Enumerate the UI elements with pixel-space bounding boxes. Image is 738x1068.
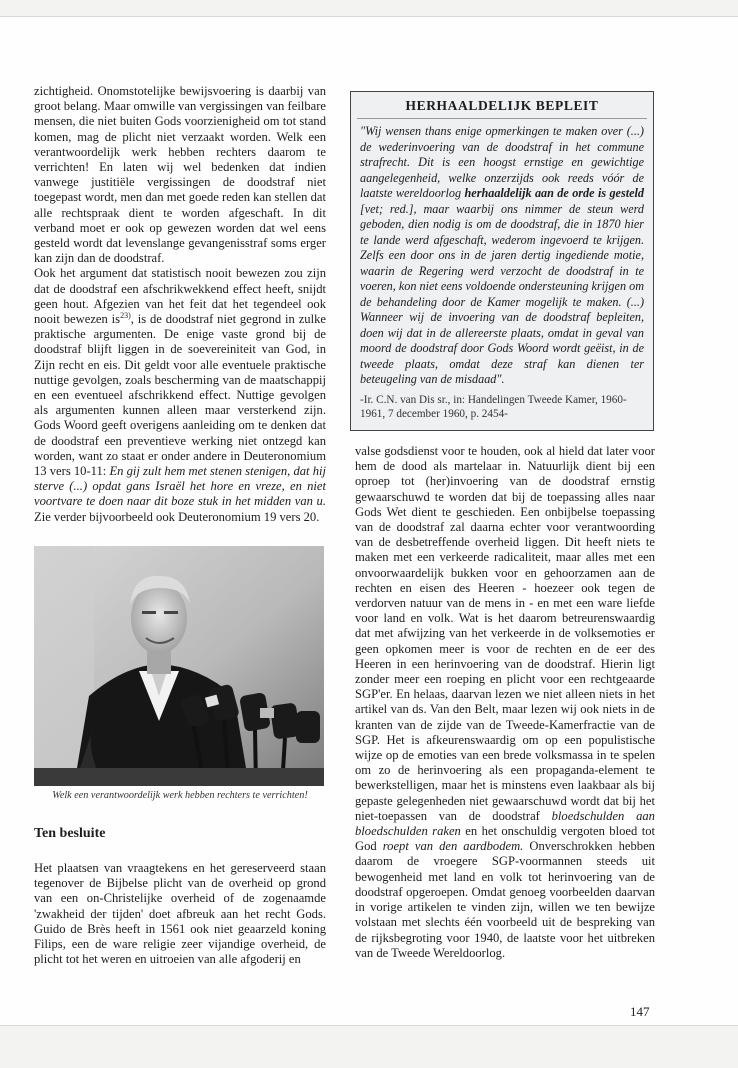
left-column-text (34, 84, 326, 525)
bottom-edge (0, 1025, 738, 1026)
left-bottom-text (34, 861, 326, 967)
quote-text (351, 119, 653, 388)
footnote-ref: 23) (120, 310, 131, 320)
right-column-text (355, 444, 655, 961)
page-number: 147 (630, 1004, 650, 1019)
section-heading: Ten besluite (34, 826, 106, 841)
paragraph-2 (34, 266, 326, 524)
judge-photo (34, 546, 324, 786)
right-text-b: en het onschuldig vergoten bloed tot God (355, 824, 655, 854)
right-text-a: valse godsdienst voor te houden, ook al hield dat later voor hem de dood als martelaar in. Natuurlijk dient bij een oproep tot (her)invoering van de doodstraf ernstig gewaarschuwd te worden dat bij de toepassing alles naar Gods Wet dient te geschieden. Een onbijbelse toepassing van de doodstraf zal daarna echter voor verantwoording van de desbetreffende overheid liggen. Dit heeft niets te maken met een verkeerde radicaliteit, maar alles met een onvoorwaardelijk bukken voor en gehoorzamen aan de rechten en eisen des Heeren - hoezeer ook tegen de verdorven natuur van de mens in - en met een ware liefde voor land en volk. Wat is het daarom betreurenswaardig dat met afwijzing van het verkeerde in de volksemoties er geen opkomen meer is voor de rechten en de eer des Heeren in een herinvoering van de doodstraf. Hierin ligt zonder meer een roeping en plicht voor een rechtgeaarde SGP'er. En helaas, daarvan lezen we niet alleen niets in het artikel van ds. Van den Belt, maar lezen wij ook niets in de kranten van de zijde van de Tweede-Kamerfractie van de SGP. Het is afkeurenswaardig om op een populistische wijze op de emoties van een brede volksmassa in te spelen om zo de herinvoering als een propaganda-element te bewerkstelligen, maar het is minstens even laakbaar als bij gepaste gelegenheden niet gewaarschuwd wordt dat bij het niet-toepassen van de doodstraf (355, 444, 655, 823)
p2-bible-quote: En gij zult hem met stenen stenigen, dat hij sterve (...) opdat gans Israël het hore en vreze, en niet voortvare te doen naar dit boze stuk in het midden van u. (34, 464, 326, 509)
right-italic-2: roept van den aardbodem. (382, 839, 524, 854)
photo-caption: Welk een verantwoordelijk werk hebben rechters te verrichten! (52, 790, 308, 801)
quote-bold: herhaaldelijk aan de orde is gesteld (464, 186, 644, 200)
quote-box-title: HERHAALDELIJK BEPLEIT (357, 98, 647, 119)
right-italic-1: bloedschulden aan bloedschulden raken (355, 808, 655, 839)
quote-box (350, 91, 654, 431)
p2-text-a: Ook het argument dat statistisch nooit bewezen zou zijn dat de doodstraf een afschrikwekkend effect heeft, snijdt geen hout. Afgezien van het feit dat het tegendeel ook nooit bewezen is (34, 266, 326, 327)
top-edge (0, 16, 738, 17)
quote-part-b: [vet; red.], maar waarbij ons nimmer de steun werd geboden, dien nodig is om de doodstraf, die in 1870 hier te lande werd afgeschaft, wederom ingevoerd te krijgen. Zelfs een door ons in de jaren dertig ingediende motie, waarin de Regering werd verzocht de doodstraf in te voeren, kon niet eens voldoende ondersteuning krijgen om de behandeling door de Kamer mogelijk te maken. (...) Wanneer wij de invoering van de doodstraf bepleiten, doen wij dat in de allereerste plaats, omdat in geval van moord de doodstraf door Gods Woord wordt geëist, in de tweede plaats, omdat deze straf kan dienen ter beteugeling van de misdaad". (360, 201, 644, 386)
right-text-c: Onverschrokken hebben daarom de vroegere SGP-voormannen steeds uit bewogenheid met land en volk tot herinvoering van de doodstraf opgeroepen. Omdat genoeg voorbeelden daarvan in vorige artikelen te vinden zijn, willen we ten bewijze volstaan met slechts één voorbeeld uit de bespreking van de rijksbegroting voor 1940, de laatste voor het uitbreken van de Tweede Wereldoorlog. (355, 839, 655, 960)
photo-illustration (34, 546, 324, 786)
p2-text-b: , is de doodstraf niet gegrond in zulke praktische argumenten. De enige vaste grond bij de doodstraf blijft liggen in de soevereiniteit van God, in Zijn recht en eis. Dit geldt voor alle eventuele praktische nuttige gevolgen, zoals bescherming van de maatschappij en een eventueel afschrikkend effect. Nuttige gevolgen als argumenten kunnen alleen maar versterkend zijn. Gods Woord geeft overigens aanleiding om te denken dat de doodstraf een preventieve werking niet ontzegd kan worden, want zo staat er onder andere in Deuteronomium 13 vers 10-11: (34, 312, 326, 479)
paragraph-1: zichtigheid. Onomstotelijke bewijsvoering is daarbij van groot belang. Maar omwille van vergissingen van feilbare mensen, die niet buiten Gods voorzienigheid om tot stand komen, mag de plicht niet verzaakt worden. Welk een verantwoordelijk werk hebben rechters daarom te verrichten! En laten wij wel bedenken dat indien vanwege justitiële vergissingen de doodstraf niet toegepast wordt, men dan met goede reden kan stellen dat alle rechtspraak dient te worden afgeschaft. In dit verband moet er ook op gewezen worden dat wel eens gesteld wordt dat levenslange gevangenisstraf soms erger kan zijn dan de doodstraf. (34, 84, 326, 266)
quote-part-a: "Wij wensen thans enige opmerkingen te maken over (...) de wederinvoering van de doodstraf in het commune strafrecht. Dit is een hoogst ernstige en gewichtige aangelegenheid, welke onzerzijds ook reeds vóór de laatste wereldoorlog (360, 124, 644, 200)
right-paragraph (355, 444, 655, 961)
paragraph-conclusion: Het plaatsen van vraagtekens en het gereserveerd staan tegenover de Bijbelse plicht van de overheid op grond van een on-Christelijke overheid of de zogenaamde 'zwakheid der tijden' doet afbreuk aan het recht Gods. Guido de Brès heeft in 1561 ook niet geaarzeld koning Filips, een de ware religie zeer vijandige overheid, de plicht tot het weren en uitroeien van alle afgoderij en (34, 861, 326, 967)
p2-text-c: Zie verder bijvoorbeeld ook Deuteronomium 19 vers 20. (34, 509, 320, 524)
quote-source: -Ir. C.N. van Dis sr., in: Handelingen Tweede Kamer, 1960-1961, 7 december 1960, p. 2454- (360, 393, 627, 420)
